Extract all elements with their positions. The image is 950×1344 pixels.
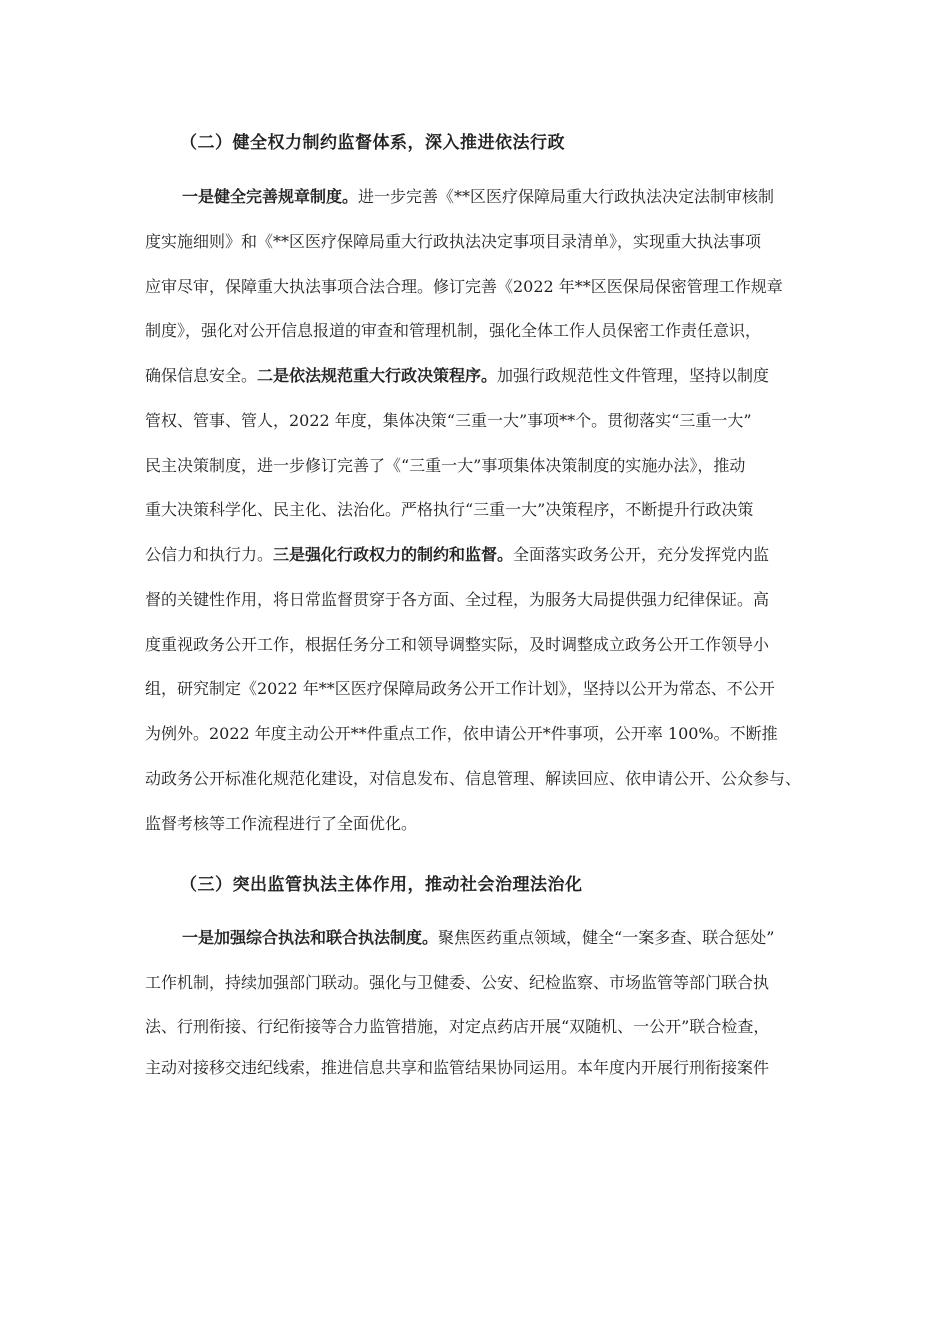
paragraph-line (145, 321, 825, 341)
section-2-heading: （二）健全权力制约监督体系，深入推进依法行政 (180, 133, 565, 153)
paragraph-line (145, 500, 825, 520)
line-text: 监督考核等工作流程进行了全面优化。 (145, 814, 418, 833)
paragraph-line (145, 232, 825, 252)
line-text: 聚焦医药重点领域，健全“一案多查、联合惩处” (438, 928, 775, 947)
line-text: 民主决策制度，进一步修订完善了《“三重一大”事项集体决策制度的实施办法》，推动 (145, 456, 746, 475)
section-3-heading: （三）突出监管执法主体作用，推动社会治理法治化 (180, 875, 583, 895)
paragraph-line (145, 277, 825, 297)
paragraph-line (182, 928, 862, 948)
paragraph-line (145, 769, 825, 789)
bold-lead: 一是加强综合执法和联合执法制度。 (182, 928, 439, 947)
line-text: 主动对接移交违纪线索，推进信息共享和监管结果协同运用。本年度内开展行刑衔接案件 (145, 1058, 770, 1077)
paragraph-line (145, 366, 825, 386)
paragraph-line (145, 590, 825, 610)
paragraph-line (145, 724, 825, 744)
line-text: 度重视政务公开工作，根据任务分工和领导调整实际，及时调整成立政务公开工作领导小 (145, 635, 770, 654)
line-text: 动政务公开标准化规范化建设，对信息发布、信息管理、解读回应、依申请公开、公众参与、 (145, 769, 802, 788)
line-text: 加强行政规范性文件管理，坚持以制度 (497, 366, 770, 385)
bold-lead: 一是健全完善规章制度。 (182, 187, 359, 206)
line-text: 管权、管事、管人，2022 年度，集体决策“三重一大”事项**个。贯彻落实“三重一大” (145, 411, 752, 430)
line-text: 度实施细则》和《**区医疗保障局重大行政执法决定事项目录清单》，实现重大执法事项 (145, 232, 762, 251)
paragraph-line (145, 456, 825, 476)
paragraph-line (145, 411, 825, 431)
paragraph-line (182, 187, 862, 207)
bold-lead: 二是依法规范重大行政决策程序。 (257, 366, 498, 385)
line-text: 公信力和执行力。 (145, 545, 274, 564)
paragraph-line (145, 1017, 825, 1037)
paragraph-line (145, 1058, 825, 1078)
paragraph-line (145, 679, 825, 699)
line-text: 确保信息安全。 (145, 366, 258, 385)
line-text: 全面落实政务公开，充分发挥党内监 (513, 545, 770, 564)
line-text: 重大决策科学化、民主化、法治化。严格执行“三重一大”决策程序，不断提升行政决策 (145, 500, 754, 519)
line-text: 督的关键性作用，将日常监督贯穿于各方面、全过程，为服务大局提供强力纪律保证。高 (145, 590, 770, 609)
line-text: 组，研究制定《2022 年**区医疗保障局政务公开工作计划》，坚持以公开为常态、不公开 (145, 679, 775, 698)
paragraph-line (145, 635, 825, 655)
line-text: 工作机制，持续加强部门联动。强化与卫健委、公安、纪检监察、市场监管等部门联合执 (145, 973, 770, 992)
line-text: 进一步完善《**区医疗保障局重大行政执法决定法制审核制 (358, 187, 775, 206)
paragraph-line (145, 545, 825, 565)
paragraph-line (145, 814, 825, 834)
line-text: 制度》，强化对公开信息报道的审查和管理机制，强化全体工作人员保密工作责任意识， (145, 321, 762, 340)
paragraph-line (145, 973, 825, 993)
line-text: 法、行刑衔接、行纪衔接等合力监管措施，对定点药店开展“双随机、一公开”联合检查， (145, 1017, 770, 1036)
line-text: 应审尽审，保障重大执法事项合法合理。修订完善《2022 年**区医保局保密管理工作规章 (145, 277, 783, 296)
bold-lead: 三是强化行政权力的制约和监督。 (273, 545, 514, 564)
line-text: 为例外。2022 年度主动公开**件重点工作，依申请公开*件事项，公开率 100%。不断推 (145, 724, 778, 743)
